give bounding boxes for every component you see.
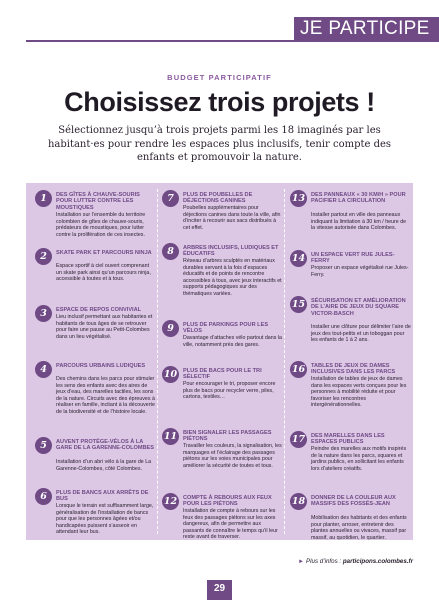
project-description: Davantage d’attaches vélo partout dans la ville, notamment près des gares.: [183, 335, 282, 348]
project-description: Lieu inclusif permettant aux habitantes et habitants de tous âges de se retrouver pour faire une pause au Petit-Colombes dans un lieu végétalisé.: [56, 314, 153, 340]
project-description: Installation de tables de jeux de dames dans les espaces verts conçues pour les personnes à mobilité réduite et pour favoriser les rencontres intergénérationnelles.: [311, 376, 407, 408]
project-number-badge: 10: [162, 366, 179, 383]
page-number: 29: [207, 580, 232, 600]
project-description: Proposer un espace végétalisé rue Jules-Ferry.: [311, 265, 409, 278]
project-title: ESPACE DE REPOS CONVIVIAL: [56, 307, 142, 313]
project-description: Poubelles supplémentaires pour déjections canines dans toute la ville, afin d’inciter à recourir aux sacs distribués à cet effet.: [183, 205, 281, 231]
project-title: DES GÎTES À CHAUVE-SOURIS POUR LUTTER CONTRE LES MOUSTIQUES: [56, 192, 140, 211]
project-title: PLUS DE PARKINGS POUR LES VÉLOS: [183, 322, 269, 335]
project-title: PLUS DE POUBELLES DE DÉJECTIONS CANINES: [183, 192, 253, 205]
project-description: Réseau d’arbres sculptés en matériaux durables servant à la fois d’espaces éducatifs et de points de rencontre accessibles à tous, avec jeux interactifs et supports pédagogiques sur des thématiques variées.: [183, 258, 282, 297]
project-description: Installation d’un abri vélo à la gare de La Garenne-Colombes, côté Colombes.: [56, 459, 152, 472]
intro-text: Sélectionnez jusqu’à trois projets parmi les 18 imaginés par les habitant·es pour rendre les espaces plus inclusifs, tenir compte des enfants et promouvoir la nature.: [47, 125, 392, 163]
project-title: PLUS DE BACS POUR LE TRI SÉLECTIF: [183, 368, 262, 381]
arrow-right-icon: ►: [298, 559, 305, 565]
more-info-link[interactable]: participons.colombes.fr: [342, 558, 413, 565]
project-number-badge: 11: [162, 428, 179, 445]
project-title: DES MARELLES DANS LES ESPACES PUBLICS: [311, 433, 385, 446]
column-divider: [284, 189, 285, 534]
project-title: ARBRES INCLUSIFS, LUDIQUES ET ÉDUCATIFS: [183, 245, 279, 258]
project-number-badge: 13: [290, 190, 307, 207]
project-number-badge: 1: [35, 190, 52, 207]
project-title: TABLES DE JEUX DE DAMES INCLUSIVES DANS LES PARCS: [311, 363, 396, 376]
project-number-badge: 2: [35, 248, 52, 265]
project-description: Installation sur l’ensemble du territoire colombien de gîtes de chauve-souris, prédateurs de moustiques, pour lutter contre la prolifération de ces insectes.: [56, 212, 146, 238]
project-number-badge: 3: [35, 305, 52, 322]
project-title: BIEN SIGNALER LES PASSAGES PIÉTONS: [183, 430, 272, 443]
project-title: DES PANNEAUX « 30 KM/H » POUR PACIFIER LA CIRCULATION: [311, 192, 406, 205]
project-number-badge: 14: [290, 250, 307, 267]
project-title: UN ESPACE VERT RUE JULES-FERRY: [311, 252, 395, 265]
section-tab: JE PARTICIPE: [294, 17, 439, 41]
page-title: Choisissez trois projets !: [64, 87, 375, 117]
project-description: Des chemins dans les parcs pour stimuler les sens des enfants avec des aires de jeux d’eau, des marelles tactiles, les sons de la nature. Circuits avec des épreuves à réaliser en famille, incitant à la découverte de la biodiversité et de l’histoire locale.: [56, 376, 155, 415]
project-title: AUVENT PROTÈGE-VÉLOS À LA GARE DE LA GARENNE-COLOMBES: [56, 439, 154, 452]
projects-column-1: [35, 183, 156, 540]
projects-column-3: [290, 183, 411, 540]
project-number-badge: 16: [290, 361, 307, 378]
column-divider: [157, 189, 158, 534]
project-title: SÉCURISATION ET AMÉLIORATION DE L’AIRE DE JEUX DU SQUARE VICTOR-BASCH: [311, 298, 406, 317]
more-info-line: [298, 558, 413, 565]
project-description: Travailler les couleurs, la signalisation, les marquages et l’éclairage des passages piétons sur les voies municipales pour améliorer la sécurité de toutes et tous.: [183, 443, 282, 469]
projects-panel: [26, 183, 413, 540]
project-number-badge: 17: [290, 431, 307, 448]
project-title: PARCOURS URBAINS LUDIQUES: [56, 363, 146, 369]
project-description: Peindre des marelles aux motifs inspirés de la nature dans les parcs, squares et jardins publics, en sollicitant les enfants lors d’ateliers créatifs.: [311, 446, 407, 472]
project-description: Mobilisation des habitants et des enfants pour planter, arroser, entretenir des plantes annuelles ou vivaces, massif par massif, au quotidien, le quartier.: [311, 515, 407, 541]
project-number-badge: 9: [162, 320, 179, 337]
project-title: PLUS DE BANCS AUX ARRÊTS DE BUS: [56, 490, 149, 503]
project-title: DONNER DE LA COULEUR AUX MASSIFS DES FOSSÉS-JEAN: [311, 495, 396, 508]
project-description: Installer partout en ville des panneaux indiquant la limitation à 30 km / heure de la vitesse autorisée dans Colombes.: [311, 212, 407, 231]
project-number-badge: 18: [290, 493, 307, 510]
kicker: BUDGET PARTICIPATIF: [167, 73, 272, 82]
project-number-badge: 5: [35, 437, 52, 454]
project-description: Installer une clôture pour délimiter l’aire de jeux des tout-petits et un toboggan pour les enfants de 1 à 2 ans.: [311, 324, 411, 343]
project-number-badge: 12: [162, 493, 179, 510]
project-description: Installation de compte à rebours sur les feux des passages piétons sur les axes dangereux, afin de permettre aux passants de connaître le temps qu’il leur reste avant de traverser.: [183, 508, 278, 540]
project-description: Pour encourager le tri, proposer encore plus de bacs pour recycler verre, piles, cartons, textiles…: [183, 381, 276, 400]
projects-column-2: [162, 183, 283, 540]
project-number-badge: 6: [35, 488, 52, 505]
project-title: COMPTE À REBOURS AUX FEUX POUR LES PIÉTONS: [183, 495, 272, 508]
project-description: Lorsque le terrain est suffisamment large, généralisation de l’installation de bancs pour que les personnes âgées et/ou handicapées puissent s’asseoir en attendant leur bus.: [56, 503, 154, 535]
project-number-badge: 7: [162, 190, 179, 207]
project-number-badge: 4: [35, 361, 52, 378]
project-title: SKATE PARK ET PARCOURS NINJA: [56, 250, 152, 256]
project-description: Espace sportif à ciel ouvert comprenant un skate park ainsi qu’un parcours ninja, accessible à toutes et à tous.: [56, 263, 151, 282]
more-info-label: Plus d’infos :: [306, 558, 343, 565]
project-number-badge: 15: [290, 296, 307, 313]
project-number-badge: 8: [162, 243, 179, 260]
header-rule: [26, 40, 439, 42]
